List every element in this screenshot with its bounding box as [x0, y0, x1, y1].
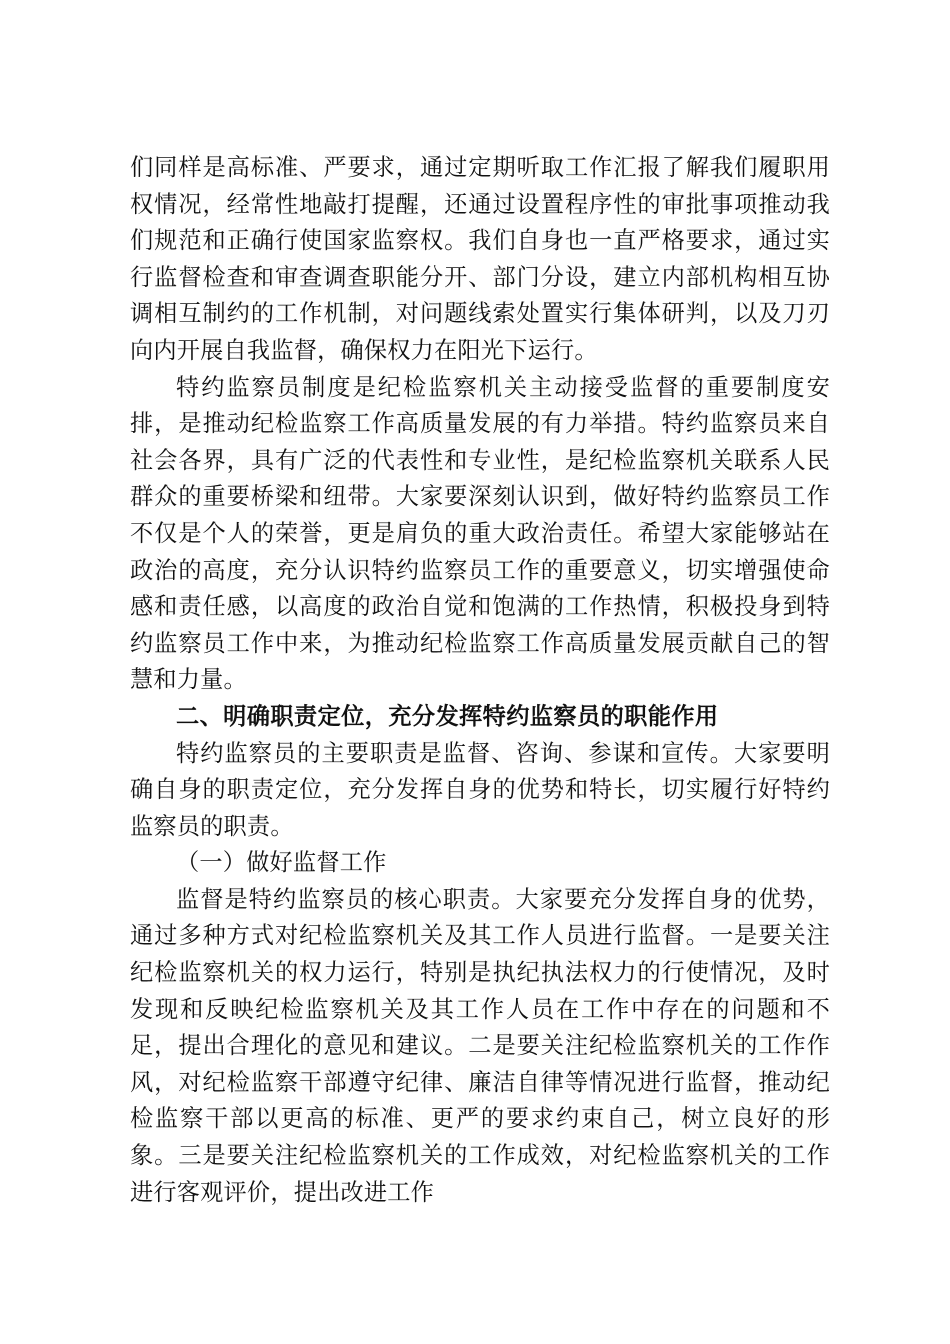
paragraph-continuation: 们同样是高标准、严要求，通过定期听取工作汇报了解我们履职用权情况，经常性地敲打提醒，还通过设置程序性的审批事项推动我们规范和正确行使国家监察权。我们自身也一直严格要求，通过实行监督检查和审查调查职能分开、部门分设，建立内部机构相互协调相互制约的工作机制，对问题线索处置实行集体研判，以及刀刃向内开展自我监督，确保权力在阳光下运行。 — [130, 154, 830, 364]
section-heading-2: 二、明确职责定位，充分发挥特约监察员的职能作用 — [176, 702, 719, 730]
paragraph-supervision-work: 监督是特约监察员的核心职责。大家要充分发挥自身的优势，通过多种方式对纪检监察机关及其工作人员进行监督。一是要关注纪检监察机关的权力运行，特别是执纪执法权力的行使情况，及时发现和反映纪检监察机关及其工作人员在工作中存在的问题和不足，提出合理化的意见和建议。二是要关注纪检监察机关的工作作风，对纪检监察干部遵守纪律、廉洁自律等情况进行监督，推动纪检监察干部以更高的标准、更严的要求约束自己，树立良好的形象。三是要关注纪检监察机关的工作成效，对纪检监察机关的工作进行客观评价，提出改进工作 — [130, 885, 830, 1206]
paragraph-main-duties: 特约监察员的主要职责是监督、咨询、参谋和宣传。大家要明确自身的职责定位，充分发挥自身的优势和特长，切实履行好特约监察员的职责。 — [130, 739, 830, 840]
paragraph-special-supervisor-system: 特约监察员制度是纪检监察机关主动接受监督的重要制度安排，是推动纪检监察工作高质量发展的有力举措。特约监察员来自社会各界，具有广泛的代表性和专业性，是纪检监察机关联系人民群众的重要桥梁和纽带。大家要深刻认识到，做好特约监察员工作不仅是个人的荣誉，更是肩负的重大政治责任。希望大家能够站在政治的高度，充分认识特约监察员工作的重要意义，切实增强使命感和责任感，以高度的政治自觉和饱满的工作热情，积极投身到特约监察员工作中来，为推动纪检监察工作高质量发展贡献自己的智慧和力量。 — [130, 373, 830, 694]
subsection-heading-1: （一）做好监督工作 — [176, 849, 387, 877]
document-body — [130, 150, 830, 1211]
